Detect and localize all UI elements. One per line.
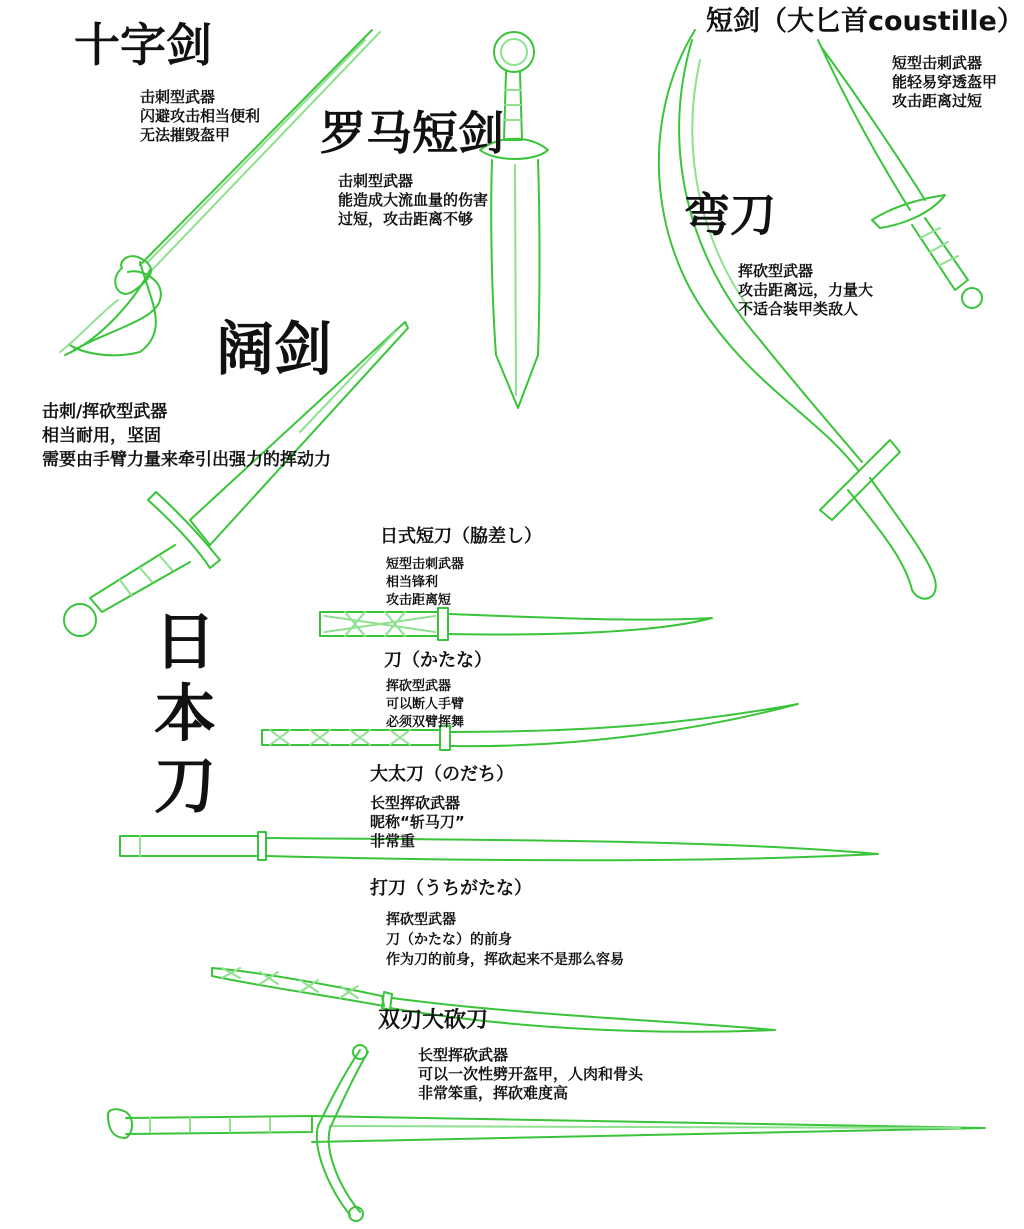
- katana-line: 挥砍型武器: [386, 679, 452, 694]
- short-dagger-description: [892, 54, 997, 111]
- short-dagger-line: 能轻易穿透盔甲: [892, 73, 998, 91]
- uchigatana-drawing: [212, 968, 775, 1032]
- nodachi-description: [370, 794, 465, 851]
- broadsword-line: 击刺/挥砍型武器: [42, 402, 168, 422]
- crossguard-sword-description: [140, 88, 260, 145]
- katana-line: 可以断人手臂: [386, 697, 465, 712]
- broadsword-line: 相当耐用，坚固: [42, 426, 161, 446]
- short-dagger-line: 攻击距离过短: [892, 92, 983, 110]
- greatsword-line: 非常笨重，挥砍难度高: [418, 1084, 569, 1102]
- short-dagger-title: 短剑（大匕首coustille）: [706, 6, 1024, 37]
- broadsword-line: 需要由手臂力量来牵引出强力的挥动力: [42, 450, 331, 470]
- rapier-drawing: [60, 30, 380, 355]
- katana-line: 必须双臂挥舞: [386, 715, 465, 730]
- nodachi-title: 大太刀（のだち）: [370, 764, 514, 785]
- nodachi-line: 长型挥砍武器: [370, 794, 461, 812]
- nodachi-line: 昵称“斩马刀”: [370, 813, 465, 831]
- greatsword-line: 长型挥砍武器: [418, 1046, 509, 1064]
- roman-short-sword-description: [338, 172, 488, 229]
- roman-short-sword-line: 过短，攻击距离不够: [338, 210, 474, 228]
- wakizashi-drawing: [320, 608, 712, 640]
- roman-short-sword-line: 能造成大流血量的伤害: [338, 191, 489, 209]
- wakizashi-line: 短型击刺武器: [386, 557, 465, 572]
- scimitar-line: 不适合装甲类敌人: [738, 300, 859, 318]
- roman-short-sword-title: 罗马短剑: [320, 106, 504, 160]
- scimitar-description: [738, 262, 873, 319]
- wakizashi-title: 日式短刀（脇差し）: [380, 526, 542, 547]
- scimitar-line: 挥砍型武器: [738, 262, 814, 280]
- scimitar-line: 攻击距离远，力量大: [738, 281, 874, 299]
- gladius-drawing: [480, 32, 548, 408]
- crossguard-sword-line: 击刺型武器: [140, 88, 216, 106]
- katana-title: 刀（かたな）: [384, 650, 492, 671]
- greatsword-line: 可以一次性劈开盔甲，人肉和骨头: [418, 1065, 644, 1083]
- nodachi-line: 非常重: [370, 832, 416, 850]
- katana-description: [386, 678, 464, 732]
- japanese-swords-heading: 日 本 刀: [153, 605, 216, 822]
- uchigatana-line: 挥砍型武器: [386, 912, 456, 928]
- short-dagger-line: 短型击刺武器: [892, 54, 983, 72]
- nodachi-drawing: [120, 832, 878, 860]
- uchigatana-line: 刀（かたな）的前身: [386, 932, 512, 948]
- wakizashi-line: 攻击距离短: [386, 593, 452, 608]
- scimitar-title: 弯刀: [684, 188, 776, 242]
- uchigatana-title: 打刀（うちがたな）: [370, 878, 532, 899]
- crossguard-sword-line: 闪避攻击相当便利: [140, 107, 261, 125]
- katana-drawing: [262, 704, 798, 750]
- uchigatana-line: 作为刀的前身，挥砍起来不是那么容易: [386, 952, 624, 968]
- wakizashi-line: 相当锋利: [386, 575, 439, 590]
- wakizashi-description: [386, 556, 464, 610]
- greatsword-title: 双刃大砍刀: [378, 1008, 489, 1033]
- crossguard-sword-title: 十字剑: [74, 18, 212, 72]
- greatsword-description: [418, 1046, 643, 1103]
- uchigatana-description: [386, 910, 624, 970]
- crossguard-sword-line: 无法摧毁盔甲: [140, 126, 231, 144]
- roman-short-sword-line: 击刺型武器: [338, 172, 414, 190]
- broadsword-title: 阔剑: [216, 315, 333, 383]
- broadsword-description: [42, 400, 331, 472]
